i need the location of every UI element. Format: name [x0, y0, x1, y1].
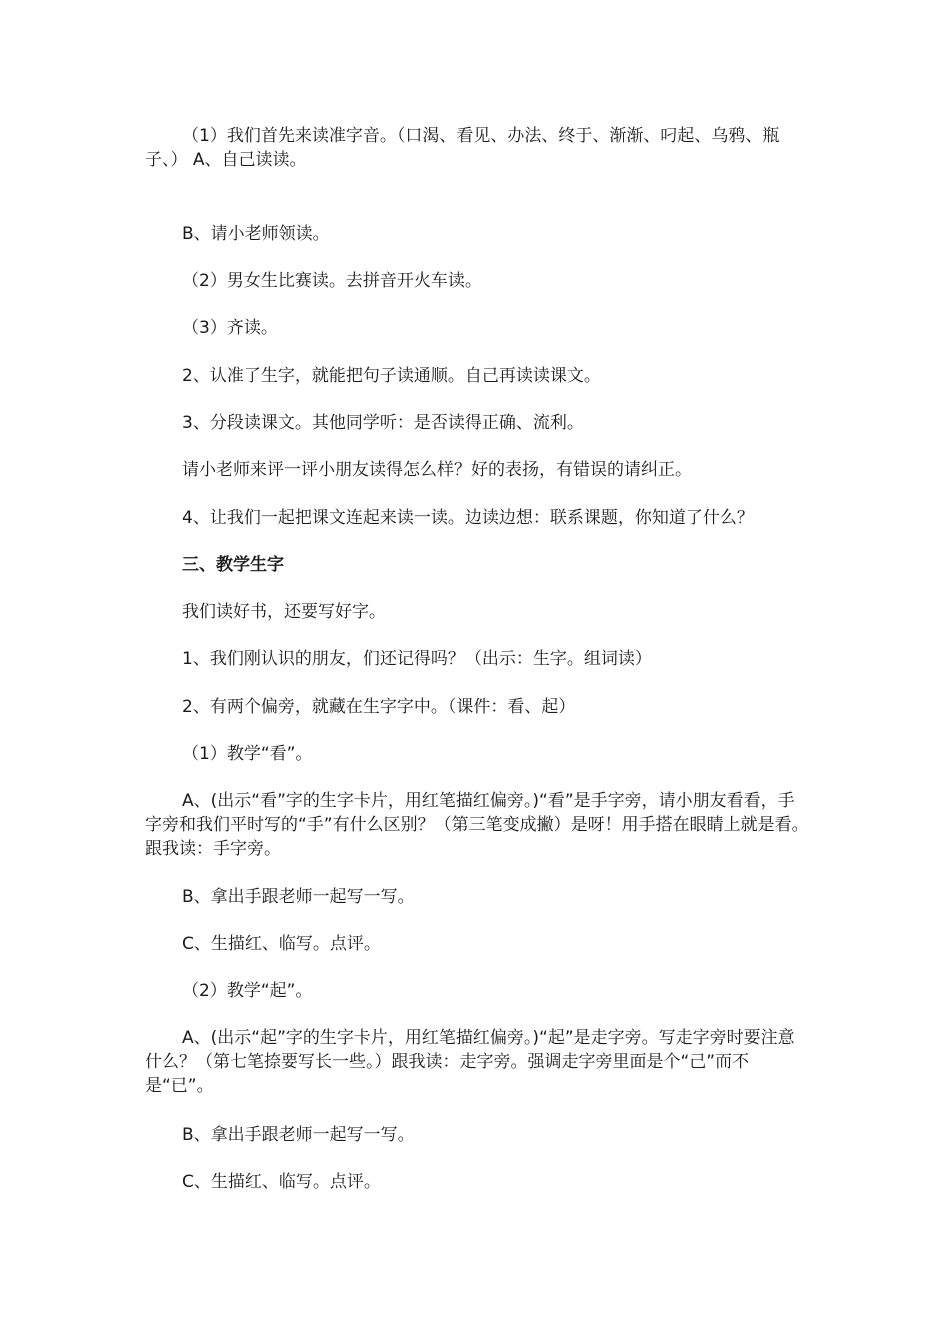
- paragraph-teach-kan: （1）教学“看”。: [182, 744, 313, 764]
- paragraph-trace-2: C、生描红、临写。点评。: [182, 1172, 381, 1192]
- paragraph-qi-card: A、(出示“起”字的生字卡片，用红笔描红偏旁。)“起”是走字旁。写走字旁时要注意什么？（第七笔捺要写长一些。）跟我读：走字旁。强调走字旁里面是个“己”而不是“已”。: [145, 1028, 795, 1096]
- paragraph-kan-card: A、(出示“看”字的生字卡片，用红笔描红偏旁。)“看”是手字旁，请小朋友看看，手字旁和我们平时写的“手”有什么区别？（第三笔变成撇）是呀！用手搭在眼睛上就是看。跟我读：手字旁。: [145, 791, 809, 859]
- paragraph-read-pronunciation: （1）我们首先来读准字音。（口渴、看见、办法、终于、渐渐、叼起、乌鸦、瓶子、） A、自己读读。: [145, 126, 780, 170]
- paragraph-evaluate: 请小老师来评一评小朋友读得怎么样？好的表扬，有错误的请纠正。: [182, 460, 692, 480]
- paragraph-write-well: 我们读好书，还要写好字。: [182, 602, 386, 622]
- paragraph-new-friends: 1、我们刚认识的朋友，们还记得吗？（出示：生字。组词读）: [182, 649, 652, 669]
- paragraph-read-together: （3）齐读。: [182, 318, 278, 338]
- paragraph-teach-qi: （2）教学“起”。: [182, 981, 313, 1001]
- paragraph-read-whole: 4、让我们一起把课文连起来读一读。边读边想：联系课题，你知道了什么？: [182, 508, 754, 528]
- paragraph-read-sections: 3、分段读课文。其他同学听：是否读得正确、流利。: [182, 413, 584, 433]
- paragraph-boys-girls-read: （2）男女生比赛读。去拼音开火车读。: [182, 271, 482, 291]
- paragraph-read-sentences: 2、认准了生字，就能把句子读通顺。自己再读读课文。: [182, 366, 601, 386]
- paragraph-trace-1: C、生描红、临写。点评。: [182, 934, 381, 954]
- paragraph-write-along-1: B、拿出手跟老师一起写一写。: [182, 887, 415, 907]
- paragraph-two-radicals: 2、有两个偏旁，就藏在生字字中。（课件：看、起）: [182, 697, 576, 717]
- paragraph-teacher-lead: B、请小老师领读。: [182, 224, 330, 244]
- paragraph-write-along-2: B、拿出手跟老师一起写一写。: [182, 1125, 415, 1145]
- section-heading: 三、教学生字: [182, 555, 284, 575]
